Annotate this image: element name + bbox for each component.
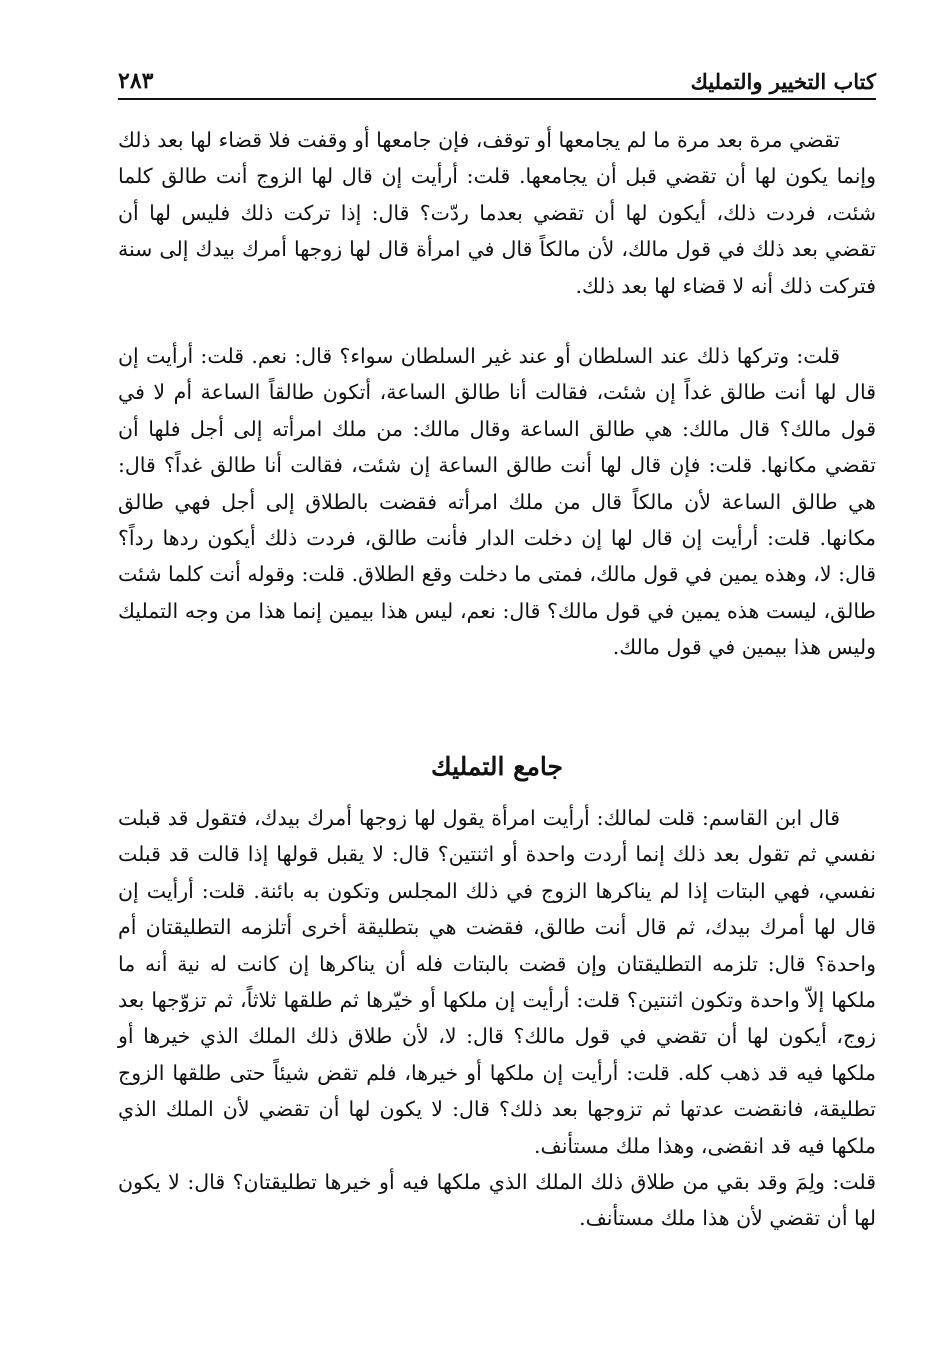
paragraph: قلت: وتركها ذلك عند السلطان أو عند غير السلطان سواء؟ قال: نعم. قلت: أرأيت إن قال لها أنت طالق غداً إن شئت، فقالت أنا طالق الساعة، أتكون طالقاً الساعة أم لا في قول مالك؟ قال مالك: هي طالق الساعة وقال مالك: من ملك امرأته إلى أجل فلها أن تقضي مكانها. قلت: فإن قال لها أنت طالق الساعة إن شئت، فقالت أنا طالق غداً؟ قال: هي طالق الساعة لأن مالكاً قال من ملك امرأته فقضت بالطلاق إلى أجل فهي طالق مكانها. قلت: أرأيت إن قال لها إن دخلت الدار فأنت طالق، فردت ذلك أيكون ردها رداً؟ قال: لا، وهذه يمين في قول مالك، فمتى ما دخلت وقع الطلاق. قلت: وقوله أنت كلما شئت طالق، ليست هذه يمين في قول مالك؟ قال: نعم، ليس هذا بيمين إنما هذا من وجه التمليك وليس هذا بيمين في قول مالك. xyxy=(118,344,876,660)
section-heading: جامع التمليك xyxy=(431,752,563,781)
paragraph: قال ابن القاسم: قلت لمالك: أرأيت امرأة يقول لها زوجها أمرك بيدك، فتقول قد قبلت نفسي ثم تقول بعد ذلك إنما أردت واحدة أو اثنتين؟ قال: لا يقبل قولها إذا قالت قد قبلت نفسي، فهي البتات إذا لم يناكرها الزوج في ذلك المجلس وتكون به بائنة. قلت: أرأيت إن قال لها أمرك بيدك، ثم قال أنت طالق، فقضت هي بتطليقة أخرى أتلزمه التطليقتان أم واحدة؟ قال: تلزمه التطليقتان وإن قضت بالبتات فله أن يناكرها إن كانت له نية أنه ما ملكها إلاّ واحدة وتكون اثنتين؟ قلت: أرأيت إن ملكها أو خيّرها ثم طلقها ثلاثاً، ثم تزوّجها بعد زوج، أيكون لها أن تقضي في قول مالك؟ قال: لا، لأن طلاق ذلك الملك الذي خيرها أو ملكها فيه قد ذهب كله. قلت: أرأيت إن ملكها أو خيرها، فلم تقض شيئاً حتى طلقها الزوج تطليقة، فانقضت عدتها ثم تزوجها بعد ذلك؟ قال: لا يكون لها أن تقضي لأن الملك الذي ملكها فيه قد انقضى، وهذا ملك مستأنف. xyxy=(118,806,876,1158)
text-block-section xyxy=(118,800,876,1237)
paragraph: تقضي مرة بعد مرة ما لم يجامعها أو توقف، فإن جامعها أو وقفت فلا قضاء لها بعد ذلك وإنما يكون لها أن تقضي قبل أن يجامعها. قلت: أرأيت إن قال لها الزوج أنت طالق كلما شئت، فردت ذلك، أيكون لها أن تقضي بعدما ردّت؟ قال: إذا تركت ذلك فليس لها أن تقضي بعد ذلك في قول مالك، لأن مالكاً قال في امرأة قال لها زوجها أمرك بيدك إلى سنة فتركت ذلك أنه لا قضاء لها بعد ذلك. xyxy=(118,128,876,298)
text-block-continued xyxy=(118,338,876,666)
page-number: ٢٨٣ xyxy=(118,68,154,94)
page-header xyxy=(118,60,876,100)
text-block-opening xyxy=(118,122,876,304)
paragraph: قلت: ولِمَ وقد بقي من طلاق ذلك الملك الذي ملكها فيه أو خيرها تطليقتان؟ قال: لا يكون لها أن تقضي لأن هذا ملك مستأنف. xyxy=(118,1170,876,1231)
running-title: كتاب التخيير والتمليك xyxy=(690,69,876,94)
